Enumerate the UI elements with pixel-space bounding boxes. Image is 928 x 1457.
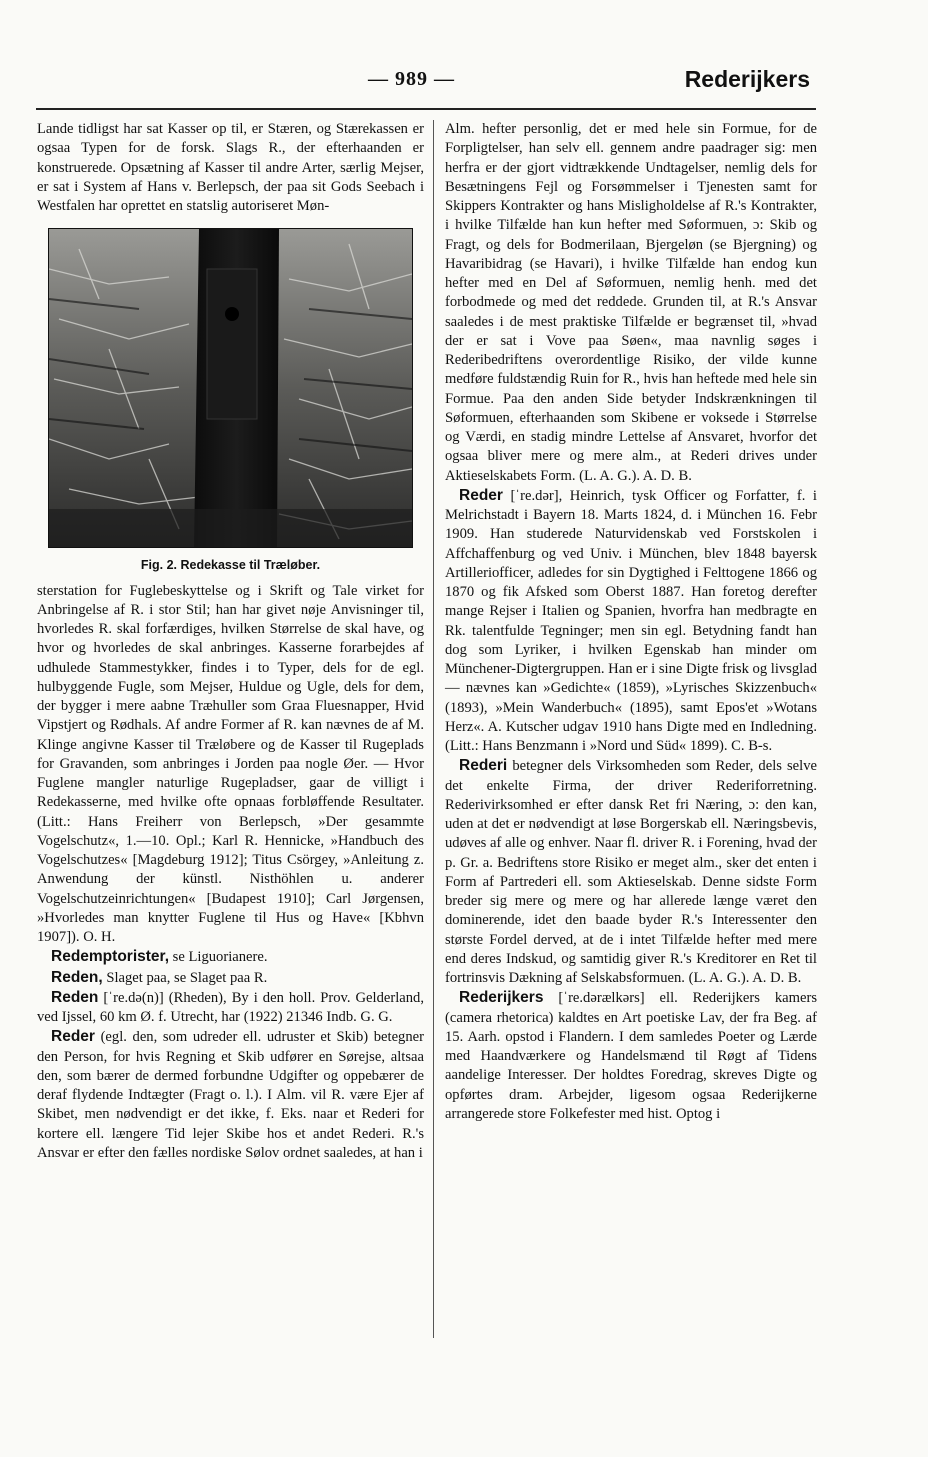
entry-text: se Liguorianere.: [169, 949, 268, 966]
paragraph-continuation: Alm. hefter personlig, det er med hele sin Formue, for de Forpligtelser, han selv ell. gennem andre paadrager sig: men herfra er der gjort vidtrækkende Undtagelser, nemlig dels for Besætningens Fejl og Forsømmelser i Tjenesten samt for Skippers Kontrakter og hans Misligholdelse af R.'s Kontrakter, i hvilke Tilfælde han kun hefter med Søformuen, ɔ: Skib og Fragt, og dels for Bodmerilaan, Bjergeløn (se Bjergning) og Havaribidrag (se Havari), i hvilke Tilfælde han endog kun hefter med en Del af Søformuen, nemlig henh. med det forbodmede og med det reddede. Grunden til, at R.'s Ansvar saaledes i de mest praktiske Tilfælde er begrænset til, »hvad der er sat i Vove paa Søen«, maa navnlig søges i Rederibedriftens overordentlige Risiko, der vilde kunne medføre fuldstændig Ruin for R., hvis han heftede med hele sin Formue. Paa den anden Side betyder Indskrænkningen til Søformuen, efterhaanden som Skibene er voksede i Størrelse og Værdi, en stadig mindre Lettelse af Ansvaret, hvorfor det ogsaa bliver mere og mere alm., at Rederi drives under Aktieselskabets Form. (L. A. G.). A. D. B.: [445, 121, 817, 484]
entry-reder-heinrich: [445, 486, 817, 757]
headword: Reder: [459, 486, 503, 504]
headword: Rederijkers: [459, 989, 544, 1007]
right-column: [445, 120, 817, 1124]
entry-rederijkers: [445, 988, 817, 1124]
header-rule: [36, 108, 816, 110]
page-header: [0, 68, 928, 98]
entry-text: (egl. den, som udreder ell. udruster et Skib) betegner den Person, for hvis Regning et Skib udfører en Sørejse, altsaa den, som bærer de dermed forbundne Udgifter og oppebærer de deraf flydende Indtægter (Fragt o. l.). I Alm. vil R. være Ejer af Skibet, men nødvendigt er det ikke, f. Eks. naar et Rederi for kortere ell. længere Tid lejer Skibe hos et andet Rederi. R.'s Ansvar er efter den fælles nordiske Sølov ordnet saaledes, at han i: [37, 1029, 424, 1161]
page-number: — 989 —: [368, 68, 455, 90]
running-head: Rederijkers: [684, 66, 810, 92]
nest-box-photo: [48, 228, 413, 548]
entry-text: [ˈre.dǝ(n)] (Rheden), By i den holl. Prov. Gelderland, ved Ijssel, 60 km Ø. f. Utrecht, har (1922) 21346 Indb. G. G.: [37, 989, 424, 1025]
headword: Rederi: [459, 757, 508, 775]
paragraph-continuation: sterstation for Fuglebeskyttelse og i Skrift og Tale virket for Anbringelse af R. i stor Stil; han har givet nøje Anvisninger til, hvorledes R. skal forfærdiges, hvilken Størrelse de skal have, og hvor og hvorledes de skal anbringes. Kasserne forarbejdes af udhulede Stammestykker, findes i to Typer, dels for de egl. hulbyggende Fugle, som Mejser, Huldue og Ugle, dels for dem, der bygger i mere aabne Træhuller som Graa Fluesnapper, Hvid Vipstjert og Rødhals. Af andre Former af R. kan nævnes de af M. Klinge angivne Kasser til Træløbere og de Kasser til Rugeplads for Gravanden, som anbringes i Jorden paa nogle Øer. — Hvor Fuglene mangler naturlige Rugepladser, gaar de villigt i Redekasserne, med hvilke ofte opnaas forbløffende Resultater. (Litt.: Hans Freiherr von Berlepsch, »Der gesammte Vogelschutz«, 1.—10. Opl.; Karl R. Hennicke, »Handbuch des Vogelschutzes« [Magdeburg 1912]; Titus Csörgey, »Anleitung z. Anwendung der künstl. Nisthöhlen u. anderer Vogelschutzeinrichtungen« [Budapest 1910]; Carl Jørgensen, »Hvorledes man knytter Fuglene til Hus og Have« [Kbhvn 1907]). O. H.: [37, 582, 424, 945]
column-divider: [433, 120, 434, 1338]
entry-text: [ˈre.dǝrælkǝrs] ell. Rederijkers kamers (camera rhetorica) kaldtes en Art poetiske Lav, der fra Beg. af 15. Aarh. opstod i Flandern. I dem samledes Poeter og Lærde med Haandværkere og Handelsmænd til Røgt af Tidens aandelige Interesser. Der holdtes Foredrag, skreves Digte og opførtes dram. Arbejder, ligesom ogsaa Rederijkerne arrangerede store Folkefester med hist. Optog i: [445, 990, 817, 1122]
entry-redemptorister: [37, 947, 424, 967]
figure-caption: Fig. 2. Redekasse til Træløber.: [140, 558, 321, 573]
paragraph-continuation: Lande tidligst har sat Kasser op til, er Stæren, og Stærekassen er ogsaa Typen for de forsk. Slags R., der efterhaanden er konstruerede. Opsætning af Kasser til andre Arter, særlig Mejser, er sat i System af Hans v. Berlepsch, der paa sit Gods Seebach i Westfalen har oprettet en statslig autoriseret Møn-: [37, 121, 424, 214]
headword: Reden,: [51, 968, 103, 986]
headword: Reder: [51, 1028, 95, 1046]
left-column: [37, 120, 424, 1163]
entry-text: Slaget paa, se Slaget paa R.: [102, 969, 268, 986]
headword: Reden: [51, 988, 99, 1006]
entry-reden-by: [37, 988, 424, 1028]
figure: [37, 228, 424, 575]
entry-reder: [37, 1027, 424, 1163]
headword: Redemptorister,: [51, 948, 170, 966]
entry-text: [ˈre.dǝr], Heinrich, tysk Officer og Forfatter, f. i Melrichstadt i Bayern 18. Marts 1824, d. i München 16. Febr 1909. Han studerede Naturvidenskab ved Forstskolen i Affchaffenburg og ved Univ. i München, blev 1848 bayersk Artilleriofficer, adledes for sin Dygtighed i Felttogene 1866 og 1870 og fik Afsked som Oberst 1887. Han foretog derefter mange Rejser i Italien og Spanien, hvorfra han medbragte en Rk. talentfulde Tegninger; men sin egl. Betydning fandt han dog som Lyriker, i hvilken Egenskab han minder om Münchener-Digtergruppen. Han er i sine Digte frisk og livsglad — nævnes kan »Gedichte« (1859), »Lyrisches Skizzenbuch« (1893), »Mein Wanderbuch« (1895), samt Epos'et »Wotans Herz«. A. Kutscher udgav 1910 hans Digte med en Indledning. (Litt.: Hans Benzmann i »Nord und Süd« 1899). C. B-s.: [445, 487, 817, 754]
entry-reden-slaget: [37, 968, 424, 988]
entry-rederi: [445, 756, 817, 988]
entry-text: betegner dels Virksomheden som Reder, dels selve det enkelte Firma, der driver Rederiforretning. Rederivirksomhed er efter dansk Ret fri Næring, ɔ: den kan, uden at det er nødvendigt at løse Borgerskab ell. Næringsbevis, udøves af alle og enhver. Naar fl. driver R. i Forening, hvad der p. Gr. a. Bedriftens store Risiko er meget alm., sker det enten i Form af Partrederi ell. som Aktieselskab. Denne sidste Form breder sig mere og mere og har allerede længe været den dominerende, idet den baade byder R.'s Interessenter den største Fordel derved, at de i intet Tilfælde hefter med mere end deres Indskud, og samtidig giver R.'s Kreditorer en Ret til fortrinsvis Dækning af Selskabsformuen. (L. A. G.). A. D. B.: [445, 758, 817, 986]
